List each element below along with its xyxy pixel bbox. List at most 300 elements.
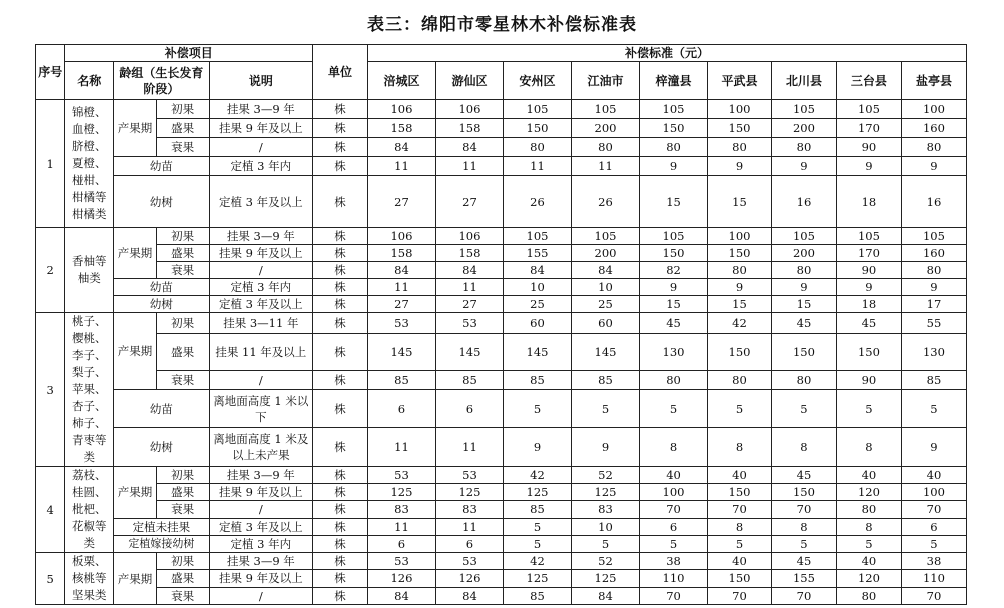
cell-unit: 株 (313, 245, 368, 262)
cell-period: 产果期 (114, 467, 157, 519)
table-row (36, 138, 967, 157)
cell-value: 155 (503, 245, 571, 262)
cell-desc: 挂果 3—9 年 (209, 553, 313, 570)
cell-value: 15 (771, 296, 836, 313)
table-row (36, 570, 967, 587)
cell-value: 200 (571, 119, 639, 138)
cell-seq: 3 (36, 313, 65, 467)
cell-value: 85 (571, 371, 639, 390)
cell-value: 11 (503, 157, 571, 176)
cell-unit: 株 (313, 371, 368, 390)
cell-age: 衰果 (156, 138, 209, 157)
cell-unit: 株 (313, 228, 368, 245)
cell-value: 8 (836, 428, 901, 467)
cell-seq: 4 (36, 467, 65, 553)
cell-desc: 挂果 3—9 年 (209, 467, 313, 484)
table-row (36, 157, 967, 176)
cell-value: 11 (571, 157, 639, 176)
cell-value: 53 (367, 313, 435, 334)
cell-value: 80 (708, 262, 772, 279)
cell-unit: 株 (313, 535, 368, 552)
cell-value: 17 (901, 296, 966, 313)
cell-value: 9 (836, 279, 901, 296)
header-region: 江油市 (571, 62, 639, 100)
cell-value: 38 (640, 553, 708, 570)
cell-value: 9 (708, 279, 772, 296)
cell-age: 幼苗 (114, 279, 209, 296)
cell-age: 幼树 (114, 176, 209, 228)
cell-value: 11 (367, 518, 435, 535)
cell-value: 9 (771, 157, 836, 176)
cell-age: 盛果 (156, 570, 209, 587)
cell-value: 150 (708, 119, 772, 138)
cell-value: 9 (503, 428, 571, 467)
cell-value: 26 (503, 176, 571, 228)
cell-value: 26 (571, 176, 639, 228)
cell-age: 幼树 (114, 428, 209, 467)
cell-value: 11 (435, 518, 503, 535)
cell-value: 5 (503, 535, 571, 552)
cell-value: 145 (503, 333, 571, 370)
cell-value: 38 (901, 553, 966, 570)
cell-value: 105 (771, 228, 836, 245)
cell-value: 150 (708, 245, 772, 262)
table-row (36, 176, 967, 228)
cell-value: 160 (901, 119, 966, 138)
cell-unit: 株 (313, 484, 368, 501)
cell-unit: 株 (313, 467, 368, 484)
cell-value: 85 (901, 371, 966, 390)
cell-desc: 挂果 9 年及以上 (209, 245, 313, 262)
cell-value: 6 (435, 535, 503, 552)
cell-value: 6 (435, 389, 503, 428)
cell-desc: 挂果 3—11 年 (209, 313, 313, 334)
cell-value: 82 (640, 262, 708, 279)
cell-value: 5 (640, 389, 708, 428)
cell-value: 125 (503, 570, 571, 587)
cell-value: 10 (571, 518, 639, 535)
cell-value: 85 (435, 371, 503, 390)
header-comp-items: 补偿项目 (65, 45, 313, 62)
cell-value: 80 (771, 138, 836, 157)
cell-value: 105 (640, 100, 708, 119)
cell-value: 150 (708, 484, 772, 501)
cell-value: 40 (836, 467, 901, 484)
cell-value: 84 (571, 587, 639, 604)
cell-unit: 株 (313, 296, 368, 313)
cell-value: 150 (503, 119, 571, 138)
cell-desc: 离地面高度 1 米及以上未产果 (209, 428, 313, 467)
header-region: 涪城区 (367, 62, 435, 100)
cell-value: 150 (708, 570, 772, 587)
cell-value: 5 (771, 535, 836, 552)
cell-name: 桃子、樱桃、李子、梨子、苹果、杏子、柿子、青枣等类 (65, 313, 114, 467)
cell-value: 15 (640, 176, 708, 228)
cell-value: 150 (836, 333, 901, 370)
cell-value: 16 (901, 176, 966, 228)
cell-value: 40 (708, 553, 772, 570)
cell-unit: 株 (313, 119, 368, 138)
cell-value: 84 (435, 587, 503, 604)
cell-value: 5 (771, 389, 836, 428)
cell-desc: / (209, 501, 313, 518)
header-region: 盐亭县 (901, 62, 966, 100)
table-row (36, 313, 967, 334)
cell-value: 105 (771, 100, 836, 119)
cell-value: 45 (771, 467, 836, 484)
cell-value: 6 (901, 518, 966, 535)
header-standard: 补偿标准（元） (367, 45, 966, 62)
cell-value: 70 (708, 501, 772, 518)
cell-value: 9 (708, 157, 772, 176)
cell-value: 42 (708, 313, 772, 334)
cell-unit: 株 (313, 157, 368, 176)
cell-desc: 定植 3 年内 (209, 279, 313, 296)
cell-value: 42 (503, 467, 571, 484)
cell-age: 衰果 (156, 587, 209, 604)
table-row (36, 535, 967, 552)
cell-age: 初果 (156, 228, 209, 245)
cell-value: 125 (503, 484, 571, 501)
cell-value: 105 (901, 228, 966, 245)
cell-value: 6 (640, 518, 708, 535)
cell-value: 84 (367, 138, 435, 157)
cell-value: 11 (367, 157, 435, 176)
cell-value: 45 (771, 553, 836, 570)
cell-value: 125 (571, 570, 639, 587)
cell-value: 5 (708, 389, 772, 428)
cell-name: 香柚等柚类 (65, 228, 114, 313)
cell-value: 9 (771, 279, 836, 296)
cell-value: 5 (836, 535, 901, 552)
cell-value: 60 (503, 313, 571, 334)
cell-value: 80 (503, 138, 571, 157)
cell-value: 100 (640, 484, 708, 501)
cell-age: 初果 (156, 553, 209, 570)
cell-age: 盛果 (156, 119, 209, 138)
cell-value: 105 (571, 100, 639, 119)
cell-value: 9 (571, 428, 639, 467)
cell-value: 105 (836, 100, 901, 119)
cell-age: 定植嫁接幼树 (114, 535, 209, 552)
cell-value: 11 (435, 157, 503, 176)
cell-value: 80 (571, 138, 639, 157)
cell-value: 9 (901, 157, 966, 176)
cell-value: 27 (367, 176, 435, 228)
cell-value: 10 (503, 279, 571, 296)
cell-value: 200 (571, 245, 639, 262)
table-row (36, 296, 967, 313)
cell-age: 定植未挂果 (114, 518, 209, 535)
cell-value: 80 (901, 138, 966, 157)
cell-value: 158 (435, 119, 503, 138)
cell-unit: 株 (313, 428, 368, 467)
table-row (36, 119, 967, 138)
cell-age: 幼树 (114, 296, 209, 313)
cell-value: 80 (640, 371, 708, 390)
cell-unit: 株 (313, 333, 368, 370)
table-row (36, 371, 967, 390)
cell-value: 105 (640, 228, 708, 245)
cell-value: 16 (771, 176, 836, 228)
cell-value: 125 (571, 484, 639, 501)
cell-desc: 定植 3 年及以上 (209, 296, 313, 313)
cell-unit: 株 (313, 313, 368, 334)
cell-value: 105 (503, 228, 571, 245)
cell-value: 80 (771, 262, 836, 279)
cell-value: 158 (367, 245, 435, 262)
cell-value: 5 (571, 535, 639, 552)
cell-age: 幼苗 (114, 389, 209, 428)
cell-value: 27 (367, 296, 435, 313)
cell-desc: 定植 3 年内 (209, 157, 313, 176)
cell-value: 5 (640, 535, 708, 552)
cell-desc: 定植 3 年及以上 (209, 176, 313, 228)
cell-value: 70 (771, 587, 836, 604)
cell-value: 85 (503, 587, 571, 604)
cell-value: 170 (836, 245, 901, 262)
cell-value: 145 (367, 333, 435, 370)
cell-value: 85 (367, 371, 435, 390)
table-row (36, 501, 967, 518)
header-desc: 说明 (209, 62, 313, 100)
cell-value: 90 (836, 371, 901, 390)
cell-value: 150 (771, 333, 836, 370)
cell-value: 8 (708, 428, 772, 467)
cell-value: 53 (367, 467, 435, 484)
cell-value: 70 (640, 501, 708, 518)
cell-value: 9 (901, 428, 966, 467)
cell-desc: 定植 3 年内 (209, 535, 313, 552)
cell-value: 40 (708, 467, 772, 484)
cell-age: 盛果 (156, 484, 209, 501)
cell-desc: / (209, 371, 313, 390)
cell-value: 53 (367, 553, 435, 570)
cell-value: 11 (367, 428, 435, 467)
cell-value: 145 (435, 333, 503, 370)
cell-value: 158 (367, 119, 435, 138)
cell-desc: / (209, 138, 313, 157)
cell-value: 11 (435, 279, 503, 296)
page-title: 表三：绵阳市零星林木补偿标准表 (367, 15, 637, 35)
cell-value: 90 (836, 138, 901, 157)
cell-value: 8 (771, 518, 836, 535)
cell-age: 衰果 (156, 501, 209, 518)
cell-desc: 离地面高度 1 米以下 (209, 389, 313, 428)
cell-value: 170 (836, 119, 901, 138)
cell-value: 80 (836, 587, 901, 604)
table-row (36, 228, 967, 245)
cell-value: 40 (836, 553, 901, 570)
cell-value: 105 (571, 228, 639, 245)
table-row (36, 100, 967, 119)
cell-value: 10 (571, 279, 639, 296)
cell-value: 100 (708, 228, 772, 245)
cell-value: 25 (571, 296, 639, 313)
cell-age: 衰果 (156, 262, 209, 279)
cell-age: 衰果 (156, 371, 209, 390)
cell-unit: 株 (313, 138, 368, 157)
cell-unit: 株 (313, 279, 368, 296)
cell-value: 150 (771, 484, 836, 501)
cell-value: 8 (771, 428, 836, 467)
cell-value: 84 (435, 138, 503, 157)
header-region: 安州区 (503, 62, 571, 100)
header-seq: 序号 (36, 45, 65, 100)
cell-period: 产果期 (114, 553, 157, 605)
cell-value: 105 (836, 228, 901, 245)
cell-unit: 株 (313, 100, 368, 119)
cell-value: 70 (708, 587, 772, 604)
header-region: 北川县 (771, 62, 836, 100)
cell-value: 70 (640, 587, 708, 604)
cell-value: 83 (571, 501, 639, 518)
cell-value: 84 (571, 262, 639, 279)
cell-value: 40 (640, 467, 708, 484)
cell-value: 70 (901, 587, 966, 604)
cell-value: 5 (503, 518, 571, 535)
cell-value: 110 (901, 570, 966, 587)
cell-value: 130 (640, 333, 708, 370)
table-row (36, 389, 967, 428)
cell-desc: 挂果 3—9 年 (209, 228, 313, 245)
cell-period: 产果期 (114, 313, 157, 390)
cell-value: 6 (367, 535, 435, 552)
cell-value: 84 (367, 587, 435, 604)
cell-value: 11 (435, 428, 503, 467)
cell-value: 150 (640, 245, 708, 262)
table-row (36, 518, 967, 535)
table-row (36, 484, 967, 501)
cell-value: 106 (435, 100, 503, 119)
cell-value: 155 (771, 570, 836, 587)
cell-value: 120 (836, 484, 901, 501)
cell-value: 200 (771, 245, 836, 262)
cell-value: 5 (571, 389, 639, 428)
cell-value: 200 (771, 119, 836, 138)
cell-value: 80 (836, 501, 901, 518)
cell-value: 6 (367, 389, 435, 428)
cell-desc: / (209, 587, 313, 604)
table-row (36, 428, 967, 467)
cell-value: 15 (640, 296, 708, 313)
cell-value: 27 (435, 296, 503, 313)
cell-unit: 株 (313, 518, 368, 535)
table-row (36, 467, 967, 484)
table-row (36, 553, 967, 570)
cell-desc: 挂果 9 年及以上 (209, 484, 313, 501)
cell-value: 5 (503, 389, 571, 428)
header-region: 三台县 (836, 62, 901, 100)
cell-value: 106 (435, 228, 503, 245)
cell-value: 27 (435, 176, 503, 228)
cell-value: 150 (640, 119, 708, 138)
cell-value: 105 (503, 100, 571, 119)
cell-desc: 挂果 9 年及以上 (209, 119, 313, 138)
cell-value: 150 (708, 333, 772, 370)
cell-age: 盛果 (156, 245, 209, 262)
cell-value: 70 (771, 501, 836, 518)
cell-value: 15 (708, 296, 772, 313)
cell-value: 42 (503, 553, 571, 570)
cell-value: 9 (640, 157, 708, 176)
cell-unit: 株 (313, 570, 368, 587)
cell-value: 126 (435, 570, 503, 587)
cell-value: 18 (836, 176, 901, 228)
cell-value: 110 (640, 570, 708, 587)
cell-period: 产果期 (114, 100, 157, 157)
cell-value: 83 (367, 501, 435, 518)
cell-value: 80 (771, 371, 836, 390)
table-row (36, 245, 967, 262)
cell-value: 8 (708, 518, 772, 535)
cell-value: 45 (836, 313, 901, 334)
cell-value: 106 (367, 228, 435, 245)
cell-value: 11 (367, 279, 435, 296)
cell-value: 80 (708, 138, 772, 157)
header-unit: 单位 (313, 45, 368, 100)
cell-value: 45 (771, 313, 836, 334)
cell-value: 83 (435, 501, 503, 518)
cell-unit: 株 (313, 501, 368, 518)
cell-seq: 5 (36, 553, 65, 605)
header-region: 游仙区 (435, 62, 503, 100)
cell-value: 84 (503, 262, 571, 279)
cell-value: 55 (901, 313, 966, 334)
cell-desc: 挂果 3—9 年 (209, 100, 313, 119)
cell-value: 145 (571, 333, 639, 370)
cell-value: 25 (503, 296, 571, 313)
cell-seq: 2 (36, 228, 65, 313)
cell-unit: 株 (313, 262, 368, 279)
cell-desc: 挂果 11 年及以上 (209, 333, 313, 370)
cell-value: 53 (435, 467, 503, 484)
header-name: 名称 (65, 62, 114, 100)
cell-value: 84 (435, 262, 503, 279)
cell-value: 90 (836, 262, 901, 279)
cell-value: 84 (367, 262, 435, 279)
cell-value: 5 (708, 535, 772, 552)
table-row (36, 279, 967, 296)
cell-name: 锦橙、血橙、脐橙、夏橙、椪柑、柑橘等柑橘类 (65, 100, 114, 228)
header-region: 平武县 (708, 62, 772, 100)
table-row (36, 262, 967, 279)
cell-value: 45 (640, 313, 708, 334)
cell-value: 160 (901, 245, 966, 262)
cell-unit: 株 (313, 587, 368, 604)
cell-value: 80 (901, 262, 966, 279)
cell-desc: / (209, 262, 313, 279)
cell-value: 100 (901, 484, 966, 501)
compensation-table (35, 44, 967, 605)
cell-value: 158 (435, 245, 503, 262)
cell-value: 15 (708, 176, 772, 228)
cell-value: 40 (901, 467, 966, 484)
cell-desc: 挂果 9 年及以上 (209, 570, 313, 587)
table-row (36, 587, 967, 604)
cell-value: 126 (367, 570, 435, 587)
cell-desc: 定植 3 年及以上 (209, 518, 313, 535)
cell-value: 8 (640, 428, 708, 467)
cell-value: 80 (640, 138, 708, 157)
cell-value: 100 (708, 100, 772, 119)
cell-value: 18 (836, 296, 901, 313)
header-region: 梓潼县 (640, 62, 708, 100)
cell-name: 荔枝、桂圆、枇杷、花椒等类 (65, 467, 114, 553)
header-age: 龄组（生长发育阶段） (114, 62, 209, 100)
cell-seq: 1 (36, 100, 65, 228)
cell-value: 52 (571, 553, 639, 570)
